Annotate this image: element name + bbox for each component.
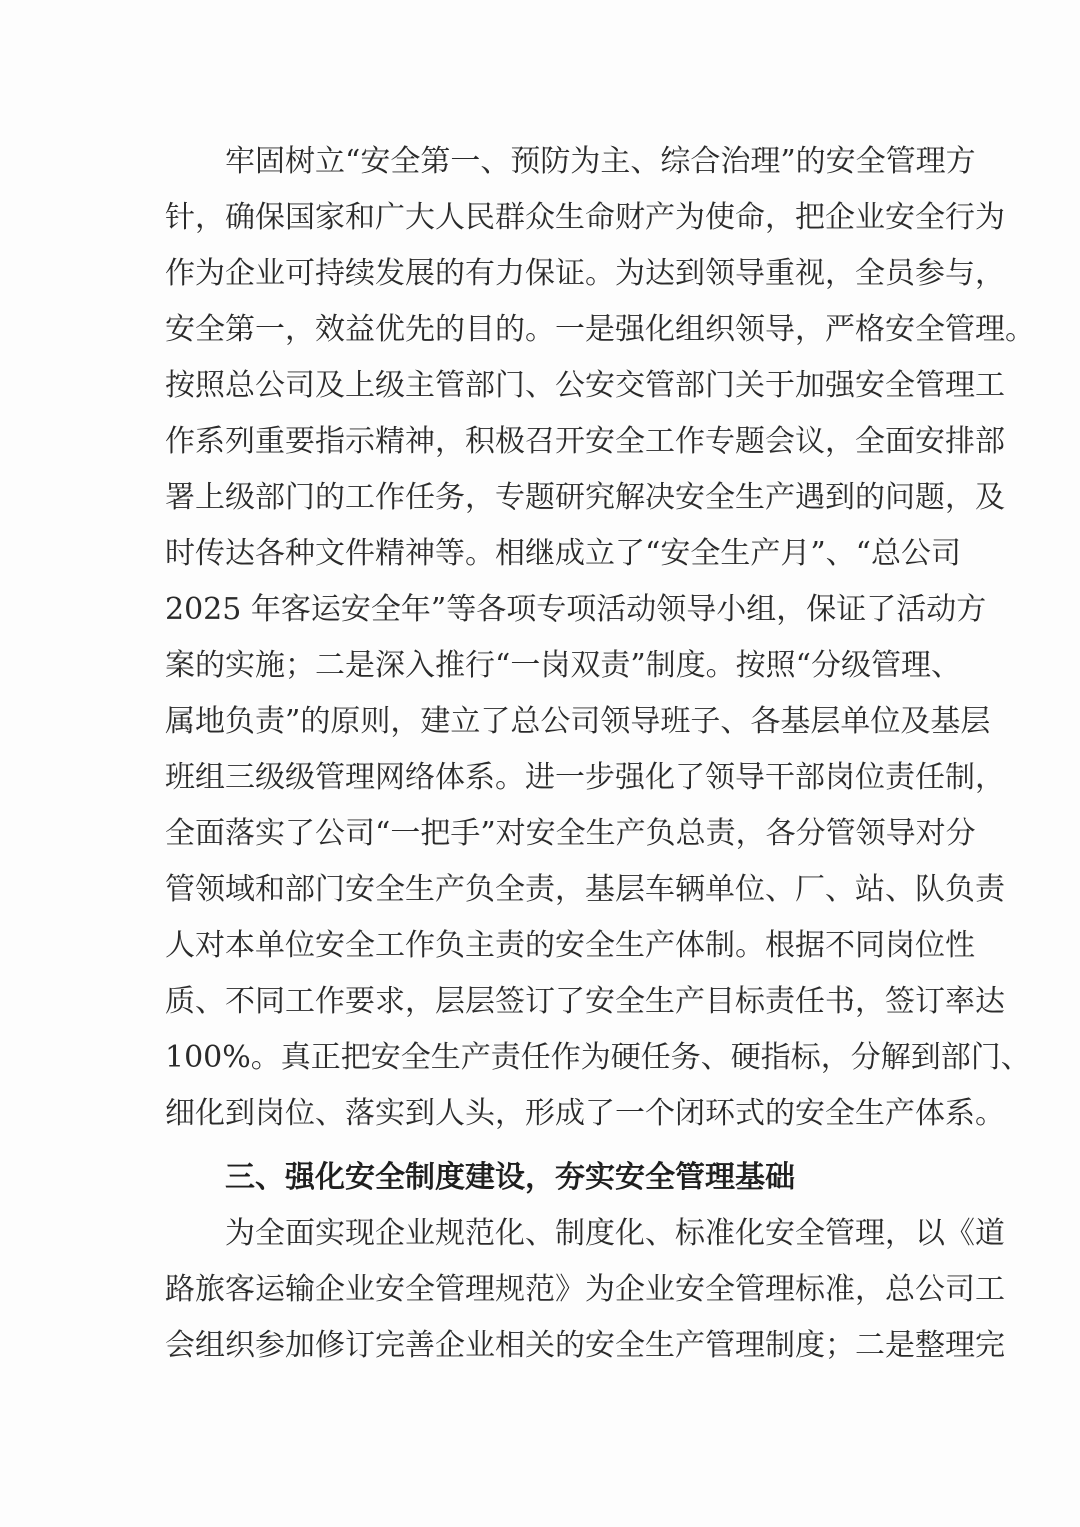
text-line: 班组三级级管理网络体系。进一步强化了领导干部岗位责任制，	[165, 760, 1005, 795]
paragraph-safety-management	[165, 134, 1035, 1142]
section-heading: 三、强化安全制度建设，夯实安全管理基础	[225, 1160, 795, 1195]
text-line: 细化到岗位、落实到人头，形成了一个闭环式的安全生产体系。	[165, 1096, 1005, 1131]
text-line: 时传达各种文件精神等。相继成立了“安全生产月”、“总公司	[165, 536, 962, 571]
text-line: 人对本单位安全工作负主责的安全生产体制。根据不同岗位性	[165, 928, 975, 963]
text-line: 全面落实了公司“一把手”对安全生产负总责，各分管领导对分	[165, 816, 976, 851]
text-line: 安全第一，效益优先的目的。一是强化组织领导，严格安全管理。	[165, 312, 1035, 347]
text-line: 署上级部门的工作任务，专题研究解决安全生产遇到的问题，及	[165, 480, 1005, 515]
text-line: 属地负责”的原则，建立了总公司领导班子、各基层单位及基层	[165, 704, 991, 739]
text-line: 为全面实现企业规范化、制度化、标准化安全管理，以《道	[225, 1216, 1005, 1251]
text-line: 作为企业可持续发展的有力保证。为达到领导重视，全员参与，	[165, 256, 1005, 291]
section-heading-block	[165, 1150, 917, 1206]
text-line: 作系列重要指示精神，积极召开安全工作专题会议，全面安排部	[165, 424, 1005, 459]
paragraph-system-construction	[165, 1206, 1005, 1374]
text-line: 质、不同工作要求，层层签订了安全生产目标责任书，签订率达	[165, 984, 1005, 1019]
text-line: 路旅客运输企业安全管理规范》为企业安全管理标准，总公司工	[165, 1272, 1005, 1307]
text-line: 100%。真正把安全生产责任作为硬任务、硬指标，分解到部门、	[165, 1040, 1031, 1075]
text-line: 管领域和部门安全生产负全责，基层车辆单位、厂、站、队负责	[165, 872, 1005, 907]
text-line: 案的实施；二是深入推行“一岗双责”制度。按照“分级管理、	[165, 648, 962, 683]
text-line: 牢固树立“安全第一、预防为主、综合治理”的安全管理方	[225, 144, 976, 179]
text-line: 按照总公司及上级主管部门、公安交管部门关于加强安全管理工	[165, 368, 1005, 403]
text-line: 会组织参加修订完善企业相关的安全生产管理制度；二是整理完	[165, 1328, 1005, 1363]
text-line: 针，确保国家和广大人民群众生命财产为使命，把企业安全行为	[165, 200, 1005, 235]
text-line: 2025 年客运安全年”等各项专项活动领导小组，保证了活动方	[165, 592, 987, 627]
